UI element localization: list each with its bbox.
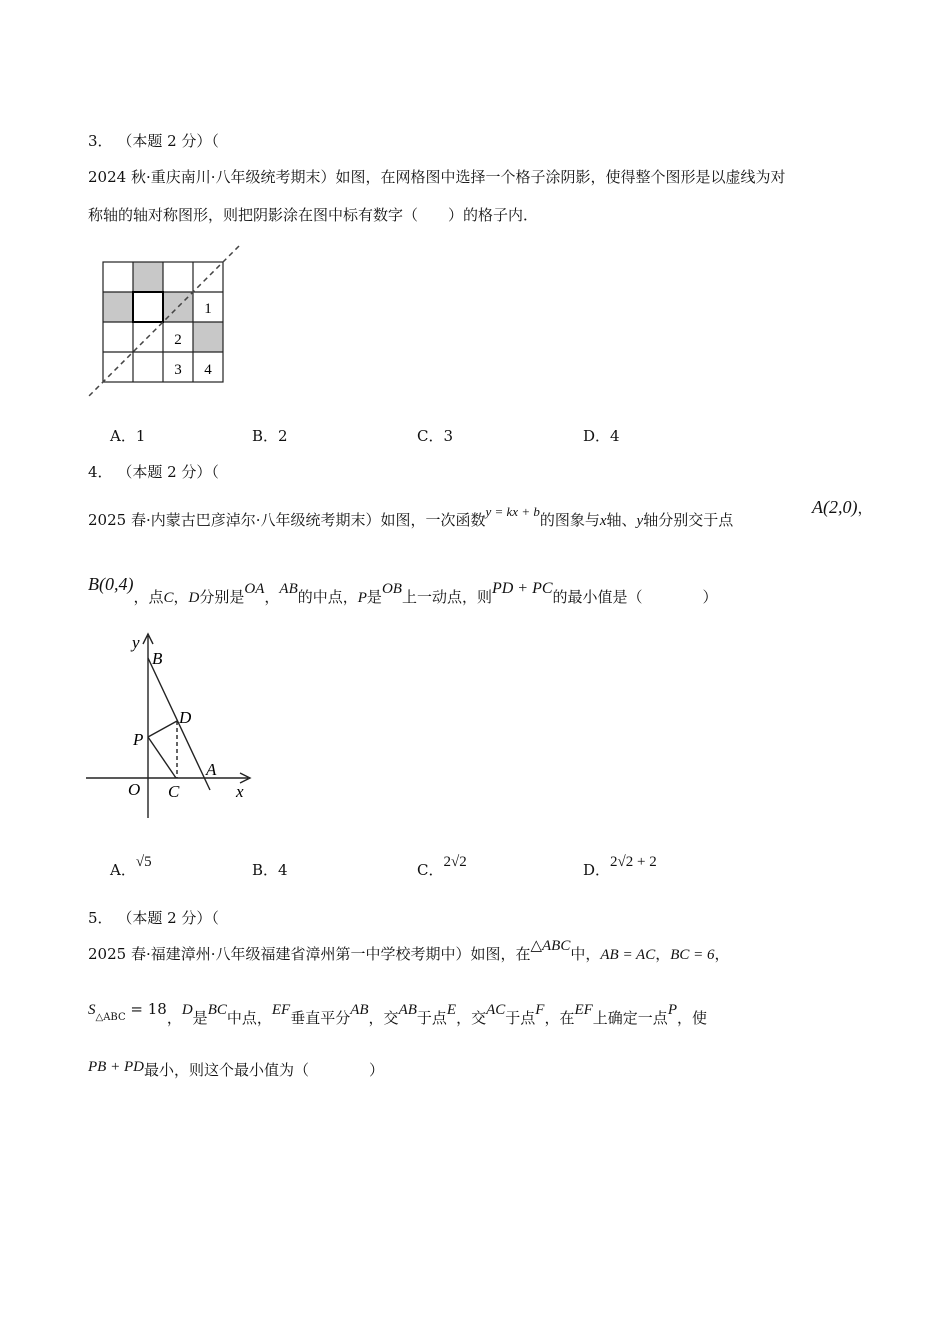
q5-text: 垂直平分 [290, 1009, 351, 1027]
q4-stem-line1 [88, 504, 734, 531]
q4-option-c[interactable] [417, 854, 467, 881]
q5-expression: PB + PD [88, 1059, 144, 1075]
q4-stem-line2 [88, 574, 718, 608]
q5-stem-line2 [88, 1000, 707, 1031]
q4-text: ， [264, 588, 280, 606]
q3-stem-line2: 称轴的轴对称图形，则把阴影涂在图中标有数字（ ）的格子内． [88, 206, 539, 224]
q3-score: （本题 2 分）（ [117, 132, 219, 150]
q4-text: 分别是 [199, 588, 245, 606]
q3-grid-label-4: 4 [204, 362, 212, 378]
option-value: 1 [135, 427, 146, 445]
q4-text: ， [857, 499, 873, 517]
q4-var-c: C [163, 590, 174, 606]
q4-score: （本题 2 分）（ [117, 463, 219, 481]
q5-number: 5． [88, 909, 113, 927]
q5-area-subscript: △ABC [95, 1012, 126, 1023]
q4-function: y = kx + b [485, 504, 540, 519]
q5-text: ， [714, 945, 730, 963]
q5-text: ，使 [676, 1009, 707, 1027]
q3-number: 3． [88, 132, 113, 150]
q5-header [88, 908, 219, 928]
q3-shaded-cell [193, 322, 223, 352]
option-value: 2√2 + 2 [610, 854, 657, 870]
option-value: √5 [135, 854, 152, 870]
q4-text: ，点 [133, 588, 164, 606]
q4-var-p: P [357, 590, 367, 606]
option-value: 2√2 [443, 854, 467, 870]
q3-highlight-cell [133, 292, 163, 322]
q5-triangle: △ABC [530, 938, 571, 954]
option-value: 4 [278, 861, 288, 879]
option-value: 3 [443, 427, 454, 445]
label-o: O [128, 780, 141, 799]
q5-text: ，交 [456, 1009, 487, 1027]
q5-source: 2025 春·福建漳州·八年级福建省漳州第一中学校考期中）如图，在 [88, 945, 531, 963]
option-letter: C． [417, 861, 444, 879]
q5-area-value: = 18 [125, 1000, 167, 1018]
q5-var-p: P [667, 1002, 677, 1018]
segment-pd [148, 721, 177, 737]
q4-point-a [812, 497, 873, 518]
q5-var-d: D [181, 1002, 193, 1018]
q3-header [88, 131, 219, 151]
q5-seg-ef: EF [574, 1002, 593, 1018]
label-p: P [133, 730, 144, 749]
q5-text: ， [166, 1009, 182, 1027]
q4-expression: PD + PC [491, 580, 553, 597]
q4-option-d[interactable] [583, 854, 657, 881]
q5-var-f: F [535, 1002, 545, 1018]
option-value: 4 [610, 427, 620, 445]
option-letter: A． [110, 427, 136, 445]
q5-text: 于点 [505, 1009, 536, 1027]
q4-text: 是 [366, 588, 382, 606]
q5-score: （本题 2 分）（ [117, 909, 219, 927]
label-b: B [152, 649, 163, 668]
q4-coordinate-figure [82, 628, 262, 824]
q5-stem-line3 [88, 1060, 384, 1081]
q3-option-b[interactable] [252, 426, 288, 446]
q4-text: 轴分别交于点 [643, 511, 734, 529]
option-letter: D． [583, 861, 611, 879]
label-d: D [179, 708, 192, 727]
q5-text: 于点 [416, 1009, 447, 1027]
option-value: 2 [278, 427, 288, 445]
q4-text: 上一动点，则 [401, 588, 492, 606]
q3-option-c[interactable] [417, 426, 453, 446]
q4-text: 的图象与 [539, 511, 600, 529]
q5-seg-bc: BC [207, 1002, 227, 1018]
q4-text: 的中点， [297, 588, 358, 606]
q5-text: ， [655, 945, 671, 963]
q4-option-b[interactable] [252, 860, 288, 880]
q4-text: 的最小值是（ ） [552, 588, 718, 606]
q3-shaded-cell [133, 262, 163, 292]
q4-text: 轴、 [606, 511, 637, 529]
q4-point-a-text: A(2,0) [812, 497, 858, 517]
option-letter: B． [252, 427, 279, 445]
q5-text: 最小，则这个最小值为（ ） [143, 1061, 384, 1079]
label-x: x [236, 782, 244, 801]
q3-grid-label-3: 3 [174, 362, 182, 378]
q4-seg-ob: OB [381, 581, 402, 597]
q5-text: 中点， [226, 1009, 272, 1027]
label-c: C [168, 782, 180, 801]
q4-var-d: D [188, 590, 200, 606]
q3-grid-figure [82, 240, 252, 405]
q3-stem-line1: 2024 秋·重庆南川·八年级统考期末）如图，在网格图中选择一个格子涂阴影，使得整个图形是以虚线为对 [88, 168, 786, 186]
segment-pc [148, 737, 176, 778]
option-letter: B． [252, 861, 279, 879]
option-letter: A． [110, 861, 136, 879]
q4-seg-ab: AB [279, 581, 298, 597]
q4-seg-oa: OA [244, 581, 265, 597]
option-letter: C． [417, 427, 444, 445]
q3-grid-label-2: 2 [174, 332, 182, 348]
q5-seg-ab: AB [398, 1002, 417, 1018]
q4-option-a[interactable] [110, 854, 152, 881]
q5-stem-line1 [88, 938, 730, 965]
q5-text: 上确定一点 [592, 1009, 668, 1027]
q4-point-b: B(0,4) [88, 574, 134, 594]
q5-seg-ab: AB [350, 1002, 369, 1018]
q5-eq-ab-ac: AB = AC [600, 947, 656, 963]
q5-text: ，交 [368, 1009, 399, 1027]
q3-option-a[interactable] [110, 426, 145, 446]
option-letter: D． [583, 427, 611, 445]
q5-eq-bc: BC = 6 [670, 947, 715, 963]
label-a: A [206, 760, 217, 779]
q5-text: 是 [192, 1009, 208, 1027]
q4-text: ， [173, 588, 189, 606]
q4-number: 4． [88, 463, 113, 481]
q4-header [88, 462, 219, 482]
q4-source: 2025 春·内蒙古巴彦淖尔·八年级统考期末）如图，一次函数 [88, 511, 486, 529]
q5-seg-ef: EF [271, 1002, 291, 1018]
q4-var-x: x [599, 513, 607, 529]
q3-shaded-cell [103, 292, 133, 322]
q5-seg-ac: AC [486, 1002, 506, 1018]
q5-area-symbol: S [88, 1002, 96, 1018]
q5-var-e: E [446, 1002, 457, 1018]
label-y: y [132, 633, 140, 652]
q3-option-d[interactable] [583, 426, 620, 446]
q4-var-y: y [636, 513, 644, 529]
q5-text: 中， [570, 945, 601, 963]
q3-grid-label-1: 1 [204, 301, 212, 317]
q5-text: ，在 [544, 1009, 575, 1027]
